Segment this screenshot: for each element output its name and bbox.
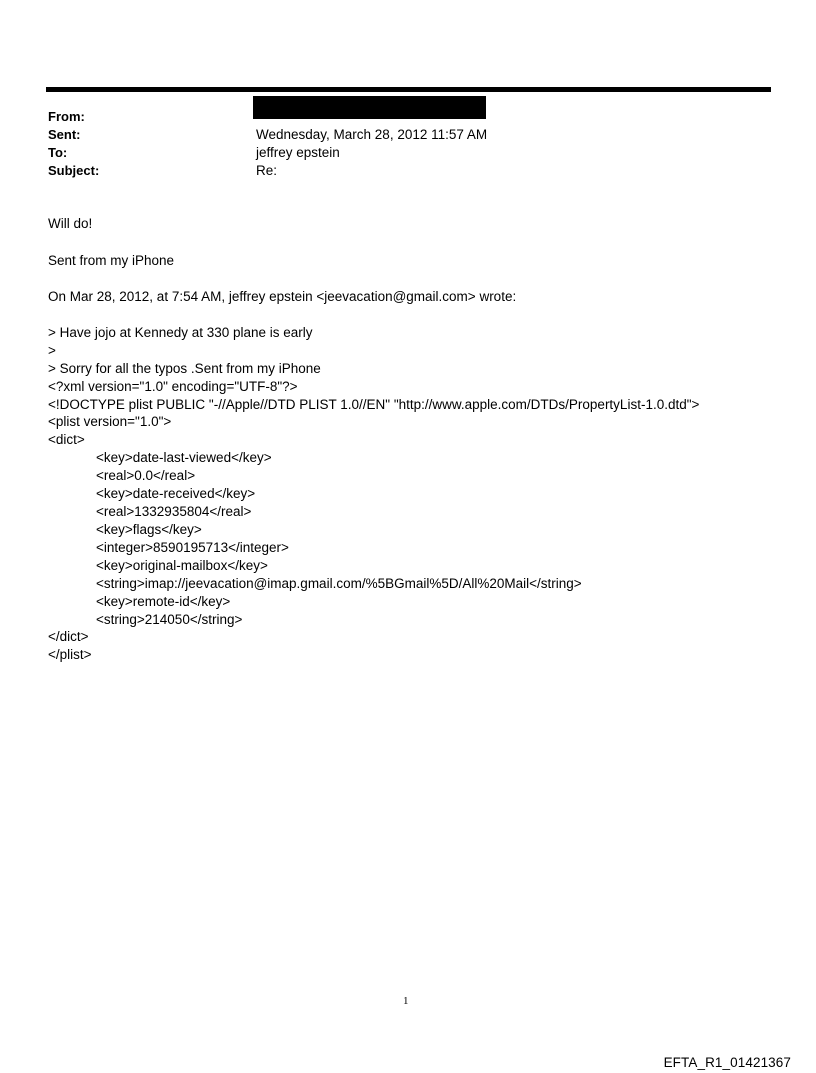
body-line: > Sorry for all the typos .Sent from my iPhone (48, 361, 321, 376)
to-value: jeffrey epstein (256, 145, 340, 160)
body-line: <real>1332935804</real> (96, 504, 252, 519)
header-rule (46, 87, 771, 92)
bates-number: EFTA_R1_01421367 (663, 1055, 791, 1070)
body-line: <string>imap://jeevacation@imap.gmail.com/%5BGmail%5D/All%20Mail</string> (96, 576, 582, 591)
body-line: <key>date-last-viewed</key> (96, 450, 272, 465)
page-number: 1 (403, 995, 409, 1007)
to-label: To: (48, 145, 68, 160)
subject-label: Subject: (48, 163, 100, 178)
body-line: <!DOCTYPE plist PUBLIC "-//Apple//DTD PLIST 1.0//EN" "http://www.apple.com/DTDs/PropertyList-1.0.dtd"> (48, 397, 700, 412)
subject-value: Re: (256, 163, 278, 178)
body-line: <string>214050</string> (96, 612, 243, 627)
body-line: </dict> (48, 629, 89, 644)
body-line: On Mar 28, 2012, at 7:54 AM, jeffrey epstein <jeevacation@gmail.com> wrote: (48, 289, 517, 304)
body-line: <key>date-received</key> (96, 486, 256, 501)
body-line: Sent from my iPhone (48, 253, 175, 268)
body-line: <?xml version="1.0" encoding="UTF-8"?> (48, 379, 298, 394)
body-line: <key>remote-id</key> (96, 594, 231, 609)
redaction-box (253, 96, 486, 119)
sent-label: Sent: (48, 127, 81, 142)
body-line: <real>0.0</real> (96, 468, 196, 483)
body-line: </plist> (48, 647, 92, 662)
body-line: <integer>8590195713</integer> (96, 540, 289, 555)
body-line: > Have jojo at Kennedy at 330 plane is early (48, 325, 313, 340)
body-line: <key>original-mailbox</key> (96, 558, 268, 573)
body-line: <dict> (48, 432, 85, 447)
sent-value: Wednesday, March 28, 2012 11:57 AM (256, 127, 488, 142)
body-line: > (48, 343, 56, 358)
body-line: <plist version="1.0"> (48, 414, 172, 429)
body-line: Will do! (48, 216, 93, 231)
from-label: From: (48, 109, 85, 124)
body-line: <key>flags</key> (96, 522, 202, 537)
